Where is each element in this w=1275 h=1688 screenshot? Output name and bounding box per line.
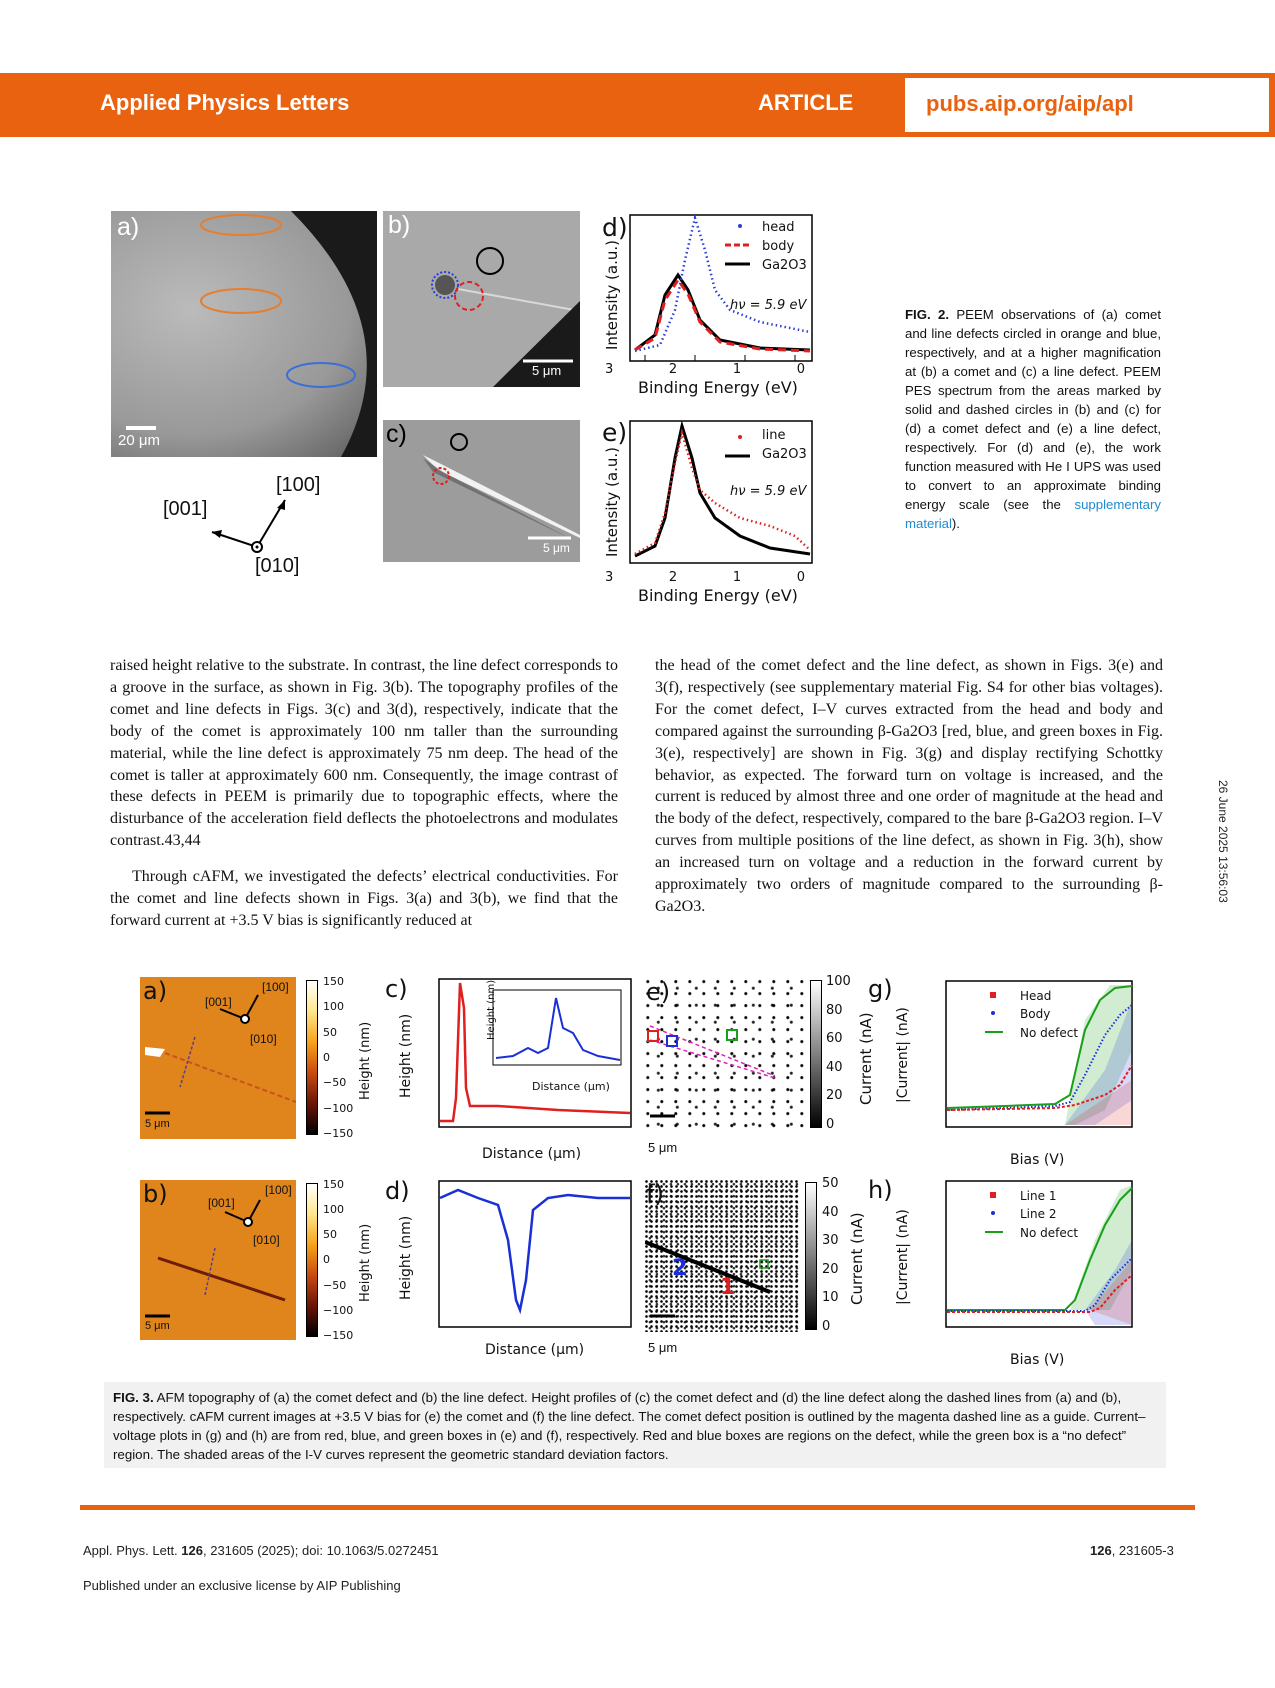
fig3-h-ylabel: |Current| (nA) [895, 1209, 911, 1305]
fig3-h-xlabel: Bias (V) [1010, 1352, 1065, 1368]
download-date-stamp: 26 June 2025 13:56:03 [1216, 780, 1230, 903]
fig3-c-xlabel: Distance (μm) [482, 1146, 582, 1162]
fig3-a-colorbar [306, 980, 318, 1135]
fig3-b-dir-100: [100] [265, 1183, 292, 1197]
fig2-e-ticklabels: 3 2 1 0 [605, 570, 805, 585]
fig2-label-b: b) [388, 211, 411, 239]
fig2-label-e: e) [602, 418, 628, 447]
paragraph: raised height relative to the substrate. In contrast, the line defect corresponds to a groove in the surface, as shown in Fig. 3(b). The topography profiles of the comet and line defects in Figs. 3(c) and 3(d), respectively, indicate that the body of the comet is approximately 100 nm taller than the surrounding material, while the line defect is approximately 75 nm deep. The head of the comet is taller at approximately 600 nm. Consequently, the image contrast of these defects in PEEM is primarily due to topographic effects, where the disturbance of the acceleration field deflects the photoelectrons and modulates contrast.43,44 [110, 657, 618, 850]
fig3-panel-d-chart [438, 1180, 633, 1330]
fig2-d-legend-ga2o3: Ga2O3 [762, 258, 807, 273]
citation: Appl. Phys. Lett. 126, 231605 (2025); doi: 10.1063/5.0272451 [83, 1543, 439, 1558]
paragraph: the head of the comet defect and the line defect, as shown in Figs. 3(e) and 3(f), respectively (see supplementary material Fig. S4 for other bias voltages). For the comet defect, I–V curves extracted from the head and body and compared against the surrounding β-Ga2O3 [red, blue, and green boxes in Fig. 3(e), respectively] are shown in Fig. 3(g) and display rectifying Schottky behavior, as expected. The forward turn on voltage is increased, and the current is reduced by almost three and one order of magnitude at the head and the body of the defect, respectively, compared to the bare β-Ga2O3 region. I–V curves from multiple positions of the line defect, as shown in Fig. 3(h), show an increased turn on voltage and a reduction in the forward current by approximately two orders of magnitude compared to the surrounding β-Ga2O3. [655, 657, 1163, 915]
fig3-g-xlabel: Bias (V) [1010, 1152, 1065, 1168]
fig3-h-legend-line1: Line 1 [1020, 1189, 1057, 1203]
fig3-f-colorbar-ticks: 50 40 30 20 10 0 [822, 1176, 839, 1334]
fig2-scale-b: 5 μm [532, 363, 562, 378]
fig3-e-scale: 5 μm [648, 1140, 678, 1155]
fig2-label-a: a) [117, 213, 140, 241]
fig2-dir-001: [001] [163, 498, 208, 520]
fig3-h-legend-line2: Line 2 [1020, 1207, 1057, 1221]
fig3-d-series [440, 1190, 630, 1310]
fig2-d-xlabel: Binding Energy (eV) [638, 378, 798, 397]
paragraph: Through cAFM, we investigated the defects’ electrical conductivities. For the comet and line defects shown in Figs. 3(a) and 3(b), we find that the forward current at +3.5 V bias is significantly reduced at [110, 868, 618, 929]
fig3-g-legend-no-defect: No defect [1020, 1026, 1079, 1040]
fig3-label-g: g) [868, 975, 893, 1003]
footer-rule [80, 1505, 1195, 1510]
fig3-f-mark-2: 2 [672, 1256, 688, 1281]
fig3-label-b: b) [143, 1180, 168, 1208]
fig3-b-dir-001: [001] [208, 1196, 235, 1210]
journal-title: Applied Physics Letters [100, 90, 350, 115]
fig3-label-c: c) [385, 975, 408, 1003]
journal-url-link[interactable]: pubs.aip.org/aip/apl [926, 91, 1134, 116]
fig3-a-dir-001: [001] [205, 995, 232, 1009]
supplementary-link[interactable]: supplementary material [905, 497, 1161, 531]
body-column-left [110, 655, 618, 932]
fig3-f-scale: 5 μm [648, 1340, 678, 1355]
fig3-h-legend-no-defect: No defect [1020, 1226, 1079, 1240]
fig3-a-scale: 5 μm [145, 1118, 170, 1130]
fig3-label-a: a) [143, 977, 168, 1005]
fig3-d-ylabel: Height (nm) [398, 1215, 414, 1300]
fig2-d-ticklabels: 3 2 1 0 [605, 362, 805, 377]
article-type: ARTICLE [758, 90, 854, 115]
fig3-b-scale: 5 μm [145, 1320, 170, 1332]
fig2-e-legend-line: line [762, 428, 786, 443]
fig2-e-legend-ga2o3: Ga2O3 [762, 447, 807, 462]
fig3-d-xlabel: Distance (μm) [485, 1342, 585, 1358]
fig3-caption: FIG. 3. AFM topography of (a) the comet defect and (b) the line defect. Height profiles of (c) the comet defect and (d) the line defect along the dashed lines from (a) and (b), respectively. cAFM current images at +3.5 V bias for (e) the comet and (f) the line defect. The comet defect position is outlined by the magenta dashed line as a guide. Current–voltage plots in (g) and (h) are from red, blue, and green boxes in (e) and (f), respectively. Red and blue boxes are regions on the defect, while the green box is a “no defect” region. The shaded areas of the I-V curves represent the geometric standard deviation factors. [113, 1390, 1146, 1462]
fig3-e-colorbar-ticks: 100 80 60 40 20 0 [826, 974, 851, 1132]
fig2-dir-100: [100] [276, 474, 321, 496]
fig3-b-dir-010: [010] [253, 1233, 280, 1247]
fig2-scale-c: 5 μm [543, 541, 570, 555]
fig3-panel-c-chart [438, 978, 633, 1130]
fig2-label-c: c) [386, 420, 407, 448]
body-column-right [655, 655, 1163, 918]
fig3-b-colorbar-ticks: 150 100 50 0 −50 −100 −150 [323, 1178, 354, 1342]
fig3-a-colorbar-label: Height (nm) [358, 1021, 373, 1100]
fig3-label-h: h) [868, 1176, 893, 1204]
fig2-caption: FIG. 2. PEEM observations of (a) comet and line defects circled in orange and blue, respectively, and at a higher magnification at (b) a comet and (c) a line defect. PEEM PES spectrum from the areas marked by solid and dashed circles in (b) and (c) for (d) a comet defect and (e) a line defect, respectively. For (d) and (e), the work function measured with He I UPS was used to convert to an approximate binding energy scale (see the supplementary material). [905, 307, 1161, 531]
fig2-d-series-head [635, 218, 810, 351]
fig3-a-dir-100: [100] [262, 980, 289, 994]
fig3-a-dir-010: [010] [250, 1032, 277, 1046]
fig2-panel-a-image [111, 211, 377, 457]
fig2-d-legend-head: head [762, 220, 795, 235]
fig3-c-inset-ylabel: Height (nm) [486, 979, 497, 1040]
fig2-d-hv: hν = 5.9 eV [730, 298, 807, 313]
fig2-dir-010: [010] [255, 555, 300, 577]
fig3-label-e: e) [646, 978, 671, 1006]
fig3-c-inset-xlabel: Distance (μm) [532, 1080, 610, 1093]
fig3-f-colorbar-label: Current (nA) [848, 1212, 866, 1305]
fig2-panel-b-image [383, 211, 580, 387]
fig2-d-legend-body: body [762, 239, 795, 254]
fig2-e-ylabel: Intensity (a.u.) [603, 447, 621, 557]
fig3-g-legend-body: Body [1020, 1007, 1051, 1021]
fig3-label-d: d) [385, 1177, 410, 1205]
fig3-a-colorbar-ticks: 150 100 50 0 −50 −100 −150 [323, 975, 354, 1140]
fig3-g-legend-head: Head [1020, 989, 1052, 1003]
fig3-b-colorbar-label: Height (nm) [358, 1223, 373, 1302]
fig3-e-colorbar-label: Current (nA) [857, 1012, 875, 1105]
fig2-scale-a: 20 μm [118, 432, 160, 449]
fig2-label-d: d) [602, 213, 628, 242]
fig2-d-xticks [645, 355, 795, 361]
fig3-g-ylabel: |Current| (nA) [895, 1007, 911, 1103]
fig2-e-hv: hν = 5.9 eV [730, 484, 807, 499]
fig3-label-f: f) [646, 1180, 664, 1208]
fig3-f-mark-1: 1 [720, 1275, 736, 1300]
fig3-b-colorbar [306, 1183, 318, 1337]
page-number: 126, 231605-3 [1090, 1543, 1174, 1558]
fig3-c-ylabel: Height (nm) [398, 1013, 414, 1098]
fig3-e-colorbar [810, 980, 822, 1128]
fig3-f-colorbar [805, 1182, 817, 1330]
publisher-note: Published under an exclusive license by AIP Publishing [83, 1578, 401, 1593]
fig3-panel-f-image [645, 1180, 800, 1332]
fig2-e-xlabel: Binding Energy (eV) [638, 586, 798, 605]
fig2-d-ylabel: Intensity (a.u.) [603, 240, 621, 350]
